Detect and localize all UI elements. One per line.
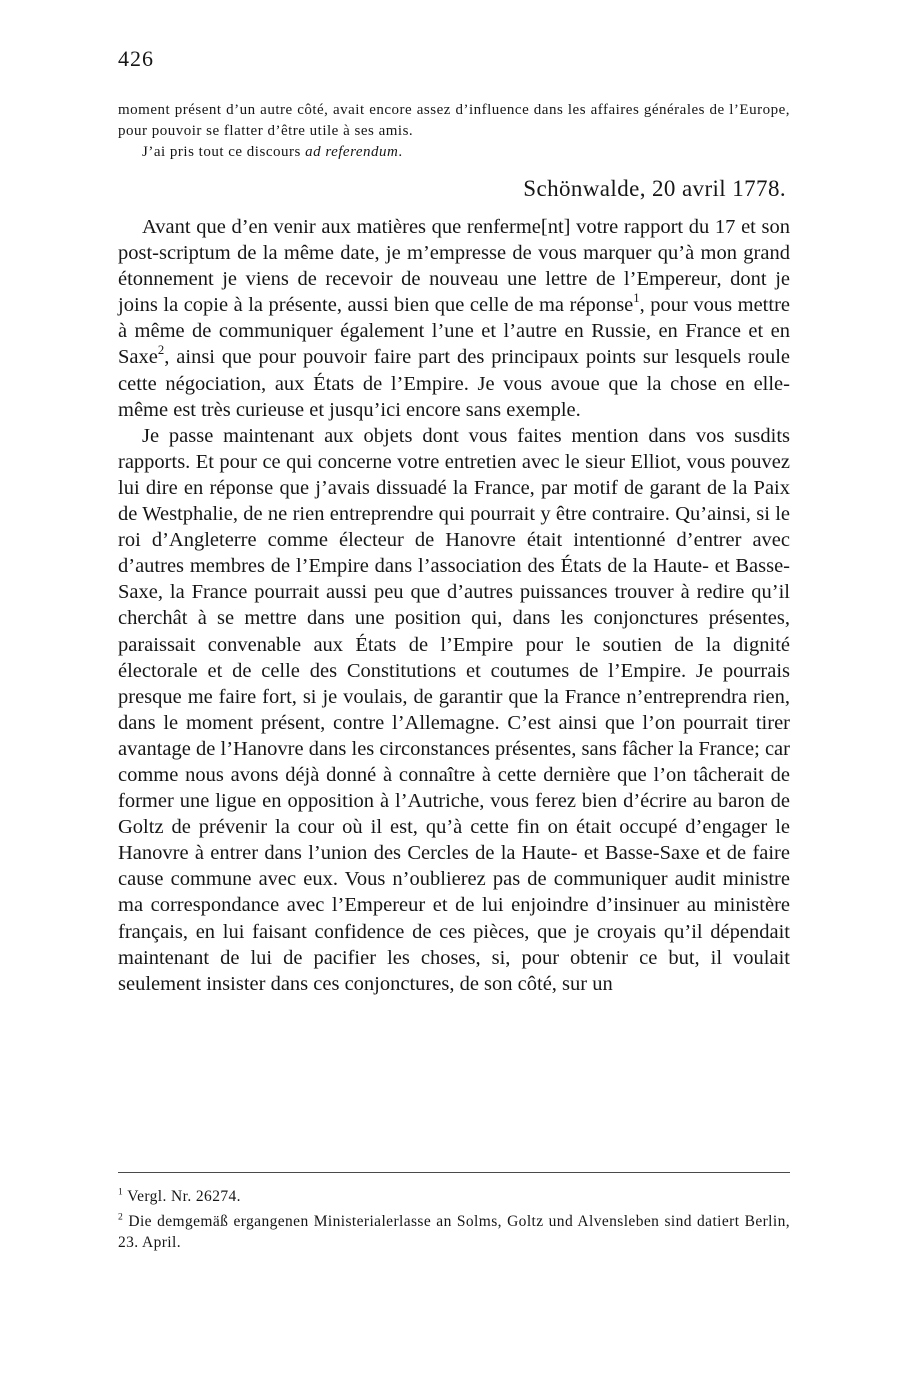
footnote-divider [118,1172,790,1173]
page-number: 426 [118,46,154,71]
intro-line-2-end: . [398,144,403,160]
footnote-2-text: Die demgemäß ergangenen Ministerialerlasse an Solms, Goltz und Alvensleben sind datiert Berlin, 23. April. [118,1213,790,1251]
intro-line-2 [118,142,790,163]
paragraph-1-part-3: , ainsi que pour pouvoir faire part des principaux points sur lesquels roule cette négociation, aux États de l’Empire. Je vous avoue que la chose en elle-même est très curieuse et jusqu’ici encore sans exemple. [118,346,790,421]
paragraph-1-part-2: , pour vous mettre à même de communiquer également l’une et l’autre en Russie, en France et en Saxe [118,294,790,369]
footnotes [118,1186,790,1257]
intro-line-1: moment présent d’un autre côté, avait encore assez d’influence dans les affaires générales de l’Europe, pour pouvoir se flatter d’être utile à ses amis. [118,102,790,139]
footnote-ref-1: 1 [633,291,640,306]
footnote-1-text: Vergl. Nr. 26274. [127,1188,241,1205]
footnote-2 [118,1211,790,1253]
footnote-ref-2: 2 [157,343,165,358]
footnote-1 [118,1186,790,1207]
paragraph-2: Je passe maintenant aux objets dont vous faites mention dans vos susdits rapports. Et pour ce qui concerne votre entretien avec le sieur Elliot, vous pouvez lui dire en réponse que j’avais dissuadé la France, par motif de garant de la Paix de Westphalie, de ne rien entreprendre qui pourrait y être contraire. Qu’ainsi, si le roi d’Angleterre comme électeur de Hanovre était intentionné d’entrer avec d’autres membres de l’Empire dans l’association des États de la Haute- et Basse-Saxe, la France pourrait aussi peu que d’autres puissances trouver à redire qu’il cherchât à se mettre dans une position qui, dans les conjonctures présentes, paraissait convenable aux États de l’Empire pour le soutien de la dignité électorale et de celle des Constitutions et coutumes de l’Empire. Je pourrais presque me faire fort, si je voulais, de garantir que la France n’entreprendra rien, dans le moment présent, contre l’Allemagne. C’est ainsi que l’on pourrait tirer avantage de l’Hanovre dans les circonstances présentes, sans fâcher la France; car comme nous avons déjà donné à connaître à cette dernière que l’on tâcherait de former une ligue en opposition à l’Autriche, vous ferez bien d’écrire au baron de Goltz de prévenir la cour où il est, qu’à cette fin on était occupé d’engager le Hanovre à entrer dans l’union des Cercles de la Haute- et Basse-Saxe et de faire cause commune avec eux. Vous n’oublierez pas de communiquer audit ministre ma correspondance avec l’Empereur et de lui enjoindre d’insinuer au ministère français, en lui faisant confidence de ces pièces, que je croyais qu’il dépendait maintenant de lui de pacifier les choses, si, pour obtenir ce but, il voulait seulement insister dans ces conjonctures, de son côté, sur un [118,424,790,995]
letter-dateline: Schönwalde, 20 avril 1778. [523,176,786,201]
intro-continuation [118,100,790,163]
footnote-1-marker: 1 [118,1186,124,1198]
paragraph-1-part-1: Avant que d’en venir aux matières que renferme[nt] votre rapport du 17 et son post-scriptum de la même date, je m’empresse de vous marquer qu’à mon grand étonnement je viens de recevoir de nouveau une lettre de l’Empereur, dont je joins la copie à la présente, aussi bien que celle de ma réponse [118,216,790,317]
footnote-2-marker: 2 [118,1211,124,1223]
referendum-italic: ad referendum [305,144,399,160]
paragraph-1 [118,214,790,423]
letter-body [118,214,790,997]
intro-line-2-start: J’ai pris tout ce discours [142,144,306,160]
